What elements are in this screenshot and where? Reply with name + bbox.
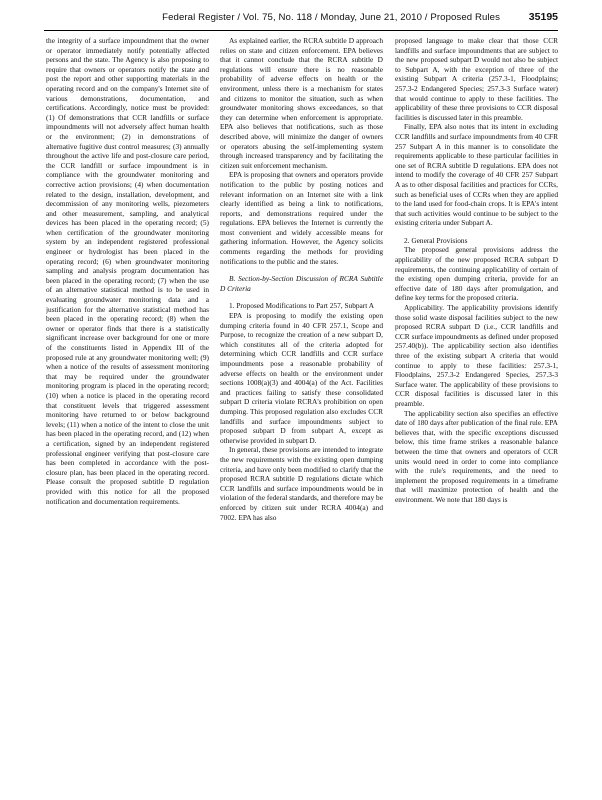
spacer — [220, 293, 383, 299]
running-header — [44, 10, 558, 31]
column-1 — [46, 36, 209, 788]
subsection-heading: 1. Proposed Modifications to Part 257, Subpart A — [229, 301, 375, 311]
section-heading: B. Section-by-Section Discussion of RCRA Subtitle D Criteria — [220, 274, 383, 293]
column-2 — [220, 36, 383, 788]
paragraph: Applicability. The applicability provisions identify those solid waste disposal facilities subject to the new proposed RCRA subpart D (i.e., CCR landfills and CCR surface impoundments as defined under proposed 257.40(b)). The applicability section also identifies three of the existing subpart A criteria that would continue to apply to these facilities: 257.3-1, Floodplains, 257.3-2 Endangered Species, 257.3-3 Surface water. The applicability of these provisions to CCR disposal facilities is discussed later in this preamble. — [395, 303, 558, 408]
subsection-heading: 2. General Provisions — [404, 235, 468, 245]
spacer — [395, 228, 558, 234]
running-head-title: Federal Register / Vol. 75, No. 118 / Monday, June 21, 2010 / Proposed Rules — [162, 12, 500, 23]
paragraph: the integrity of a surface impoundment that the owner or operator immediately notify potentially affected persons and the state. The Agency is also proposing to require that owners or operators notify the state and post the report and other supporting materials in the operating record and on the company's Internet site of various demonstrations, documentation, and certifications. Accordingly, notice must be provided: (1) Of demonstrations that CCR landfills or surface impoundments will not adversely affect human health or the environment; (2) in demonstrations of alternative fugitive dust control measures; (3) annually throughout the active life and post-closure care period, the CCR landfill or surface impoundment is in compliance with the groundwater monitoring and corrective action provisions; (4) when documentation related to the design, installation, development, and decommission of any monitoring wells, piezometers and other measurement, sampling, and analytical devices has been placed in the operating record; (5) when certification of the groundwater monitoring system by an independent registered professional engineer or hydrologist has been placed in the operating record; (6) when groundwater monitoring sampling and analysis program documentation has been placed in the operating record; (7) when the use of an alternative statistical method is to be used in evaluating groundwater monitoring data and a justification for the alternative statistical method has been placed in the operating record; (8) when the owner or operator finds that there is a statistically significant increase over background for one or more of the constituents listed in Appendix III of the proposed rule at any groundwater monitoring well; (9) when a notice of the results of assessment monitoring that may be required under the groundwater monitoring program is placed in the operating record; (10) when a notice is placed in the operating record that constituent levels that triggered assessment monitoring have returned to or below background levels; (11) when a notice of the intent to close the unit has been placed in the operating record, and (12) when a certification, signed by an independent registered professional engineer verifying that post-closure care has been completed in accordance with the post-closure plan, has been placed in the operating record. Please consult the proposed subtitle D regulation provided with this notice for all the proposed notification and documentation requirements. — [46, 36, 209, 506]
paragraph: Finally, EPA also notes that its intent in excluding CCR landfills and surface impoundments from 40 CFR 257 Subpart A in this manner is to consolidate the requirements applicable to these particular facilities in one set of RCRA subtitle D regulations. EPA does not intend to modify the coverage of 40 CFR 257 Subpart A as to other disposal facilities and practices for CCRs, such as beneficial uses of CCRs when they are applied to the land used for food-chain crops. It is EPA's intent that such activities would continue to be subject to the existing criteria under Subpart A. — [395, 122, 558, 228]
paragraph: The applicability section also specifies an effective date of 180 days after publication of the final rule. EPA believes that, with the specific exceptions discussed below, this time frame strikes a reasonable balance between the time that owners and operators of CCR units would need in order to come into compliance with the rule's requirements, and the need to implement the proposed requirements in a timeframe that will maximize protection of health and the environment. We note that 180 days is — [395, 408, 558, 504]
paragraph: In general, these provisions are intended to integrate the new requirements with the existing open dumping criteria, and have only been modified to clarify that the proposed RCRA subtitle D regulations dictate which CCR landfills and surface impoundments would be in violation of the federal standards, and therefore may be enforced by citizen suit under RCRA 4004(a) and 7002. EPA has also — [220, 445, 383, 522]
spacer — [220, 266, 383, 272]
column-3 — [395, 36, 558, 788]
paragraph: EPA is proposing to modify the existing open dumping criteria found in 40 CFR 257.1, Scope and Purpose, to recognize the creation of a new subpart D, which constitutes all of the criteria adopted for determining which CCR landfills and CCR surface impoundments pose a reasonable probability of adverse effects on health or the environment under sections 1008(a)(3) and 4004(a) of the Act. Facilities and practices failing to satisfy these consolidated subpart D criteria violate RCRA's prohibition on open dumping. This proposed regulation also excludes CCR landfills and surface impoundments subject to proposed subpart D from subpart A, except as otherwise provided in subpart D. — [220, 311, 383, 445]
page-number: 35195 — [528, 11, 558, 23]
body-columns — [46, 36, 558, 788]
paragraph: proposed language to make clear that those CCR landfills and surface impoundments that are subject to the new proposed subpart D would not also be subject to Subpart A, with the exception of three of the existing Subpart A criteria (257.3-1, Floodplains; 257.3-2 Endangered Species; 257.3-3 Surface water) that would continue to apply to these facilities. The applicability of these three provisions to CCR disposal facilities is discussed later in this preamble. — [395, 36, 558, 122]
paragraph: EPA is proposing that owners and operators provide notification to the public by posting notices and relevant information on an Internet site with a link clearly identified as being a link to notifications, reports, and demonstrations required under the regulations. EPA believes the Internet is currently the most convenient and widely accessible means for gathering information. However, the Agency solicits comments regarding the methods for providing notifications to the public and the states. — [220, 170, 383, 266]
paragraph: As explained earlier, the RCRA subtitle D approach relies on state and citizen enforcement. EPA believes that it cannot conclude that the RCRA subtitle D regulations will ensure there is no reasonable probability of adverse effects on health or the environment, unless there is a mechanism for states and citizens to monitor the situation, such as when groundwater monitoring shows exceedances, so that they can determine when enforcement is appropriate. EPA also believes that notifications, such as those described above, will minimize the danger of owners or operators abusing the self-implementing system through increased transparency and by facilitating the citizen suit enforcement mechanism. — [220, 36, 383, 170]
paragraph: The proposed general provisions address the applicability of the new proposed RCRA subpart D requirements, the continuing applicability of certain of the existing open dumping criteria, provide for an effective date of 180 days after promulgation, and define key terms for the proposed criteria. — [395, 245, 558, 303]
